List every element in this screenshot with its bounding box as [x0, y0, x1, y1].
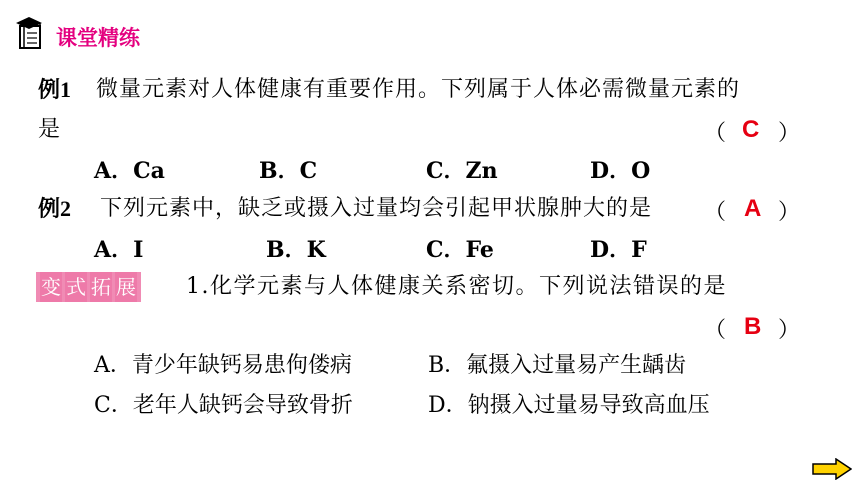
variant-badge	[36, 272, 141, 302]
option-d: D．O	[590, 158, 651, 184]
option-b: B．C	[259, 158, 318, 184]
next-arrow-icon	[812, 458, 852, 480]
question-stem: 1.化学元素与人体健康关系密切。下列说法错误的是	[186, 274, 727, 299]
example-label: 例2	[38, 196, 72, 221]
option-b: B．K	[266, 237, 326, 263]
answer-letter: B	[744, 313, 762, 340]
question-stem-continued: 是	[38, 117, 61, 142]
notebook-cap-icon	[14, 14, 46, 50]
answer-letter: C	[742, 116, 760, 143]
option-d: D．钠摄入过量易导致高血压	[428, 393, 710, 418]
badge-char: 式	[65, 272, 87, 302]
option-c: C．老年人缺钙会导致骨折	[94, 393, 353, 418]
option-b: B．氟摄入过量易产生龋齿	[428, 353, 687, 378]
option-a: A．I	[94, 237, 144, 263]
answer-paren-open: （	[704, 200, 727, 225]
option-a: A．Ca	[94, 158, 165, 184]
answer-paren-close: ）	[778, 121, 801, 146]
section-title: 课堂精练	[56, 26, 140, 50]
answer-paren-open: （	[704, 121, 727, 146]
badge-char: 展	[115, 272, 137, 302]
answer-letter: A	[744, 195, 762, 222]
answer-paren-close: ）	[778, 200, 801, 225]
section-icon	[14, 14, 46, 50]
option-c: C．Fe	[426, 237, 494, 263]
example-label: 例1	[38, 77, 72, 102]
question-stem: 微量元素对人体健康有重要作用。下列属于人体必需微量元素的	[96, 77, 741, 102]
question-stem: 下列元素中，缺乏或摄入过量均会引起甲状腺肿大的是	[100, 196, 653, 221]
option-d: D．F	[590, 237, 647, 263]
option-c: C．Zn	[426, 158, 498, 184]
next-button[interactable]	[812, 458, 852, 480]
option-a: A．青少年缺钙易患佝偻病	[94, 353, 352, 378]
badge-char: 变	[40, 272, 62, 302]
answer-paren-open: （	[704, 318, 727, 343]
badge-char: 拓	[90, 272, 112, 302]
answer-paren-close: ）	[778, 318, 801, 343]
